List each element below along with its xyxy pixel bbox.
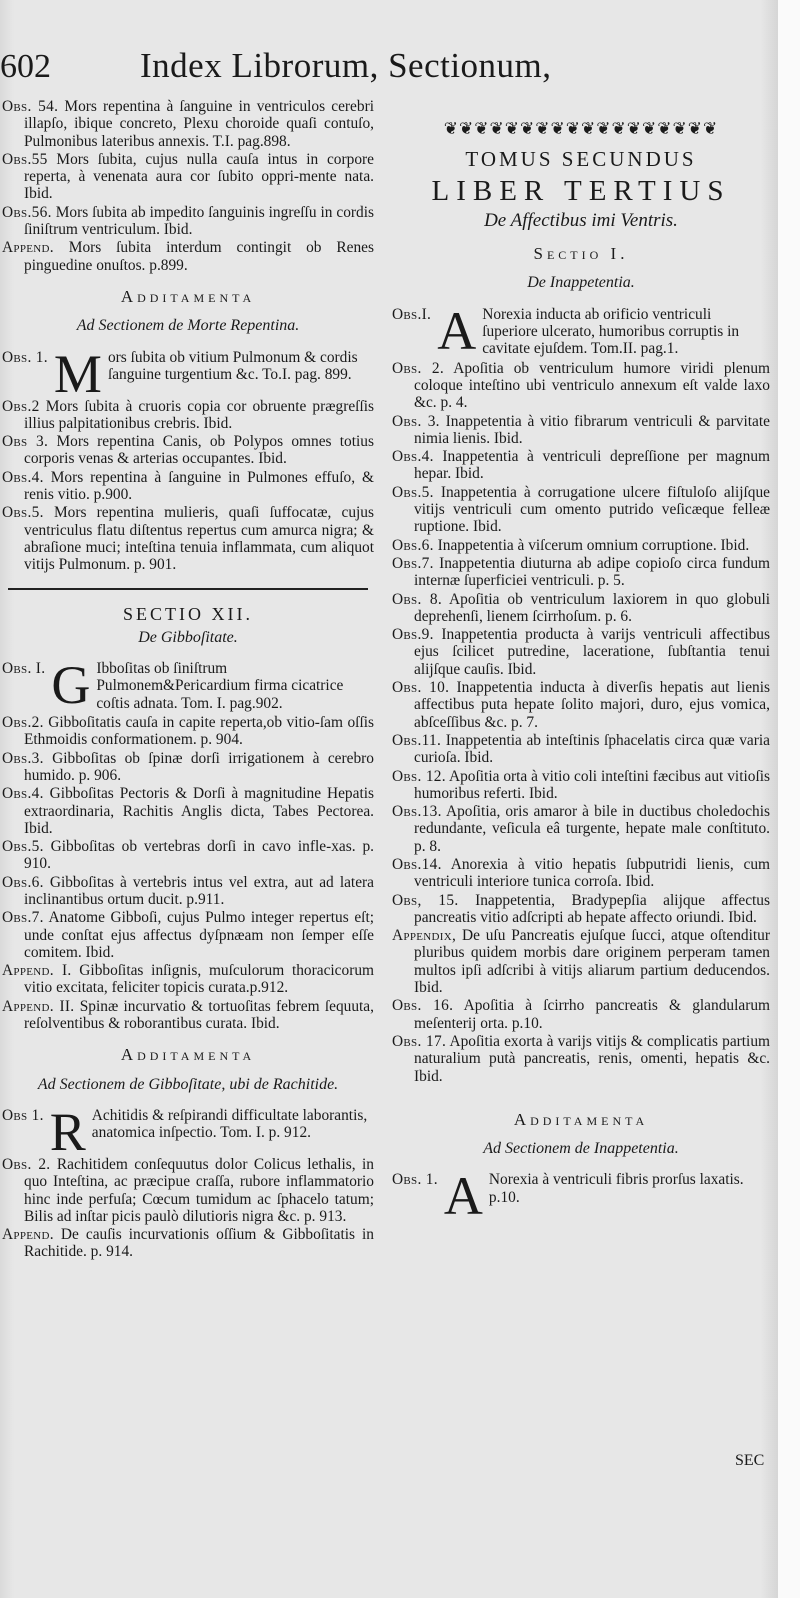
entry-label: Obs. 16. (392, 997, 454, 1015)
index-entry (392, 484, 770, 536)
entry-label: Obs 3. (2, 433, 49, 451)
entry-label: Obs 1. (2, 1106, 44, 1124)
left-top-entries (2, 98, 374, 274)
entry-text: Mors repentina à ſanguine in ventriculos cerebri illapſo, ibique concreto, Plexu choroide quaſi contuſo, Pulmonibus lateribus annexis. T.I. pag.898. (24, 98, 374, 150)
section-divider (8, 588, 368, 590)
section-subtitle: De Inappetentia. (527, 274, 635, 292)
index-entry (2, 874, 374, 909)
entry-label: Obs. 12. (392, 767, 446, 785)
index-entry (2, 239, 374, 274)
section-title: Sectio I. (533, 244, 629, 264)
index-entry (392, 360, 770, 412)
entry-label: Obs.11. (392, 731, 442, 749)
additamenta-entries (2, 1156, 374, 1261)
entry-text: Gibboſitas ob ſpinæ dorſi irrigationem à cerebro humido. p. 906. (24, 749, 374, 784)
entry-text: Spinæ incurvatio & tortuoſitas febrem ſequuta, reſolventibus & roborantibus curata. Ibid. (24, 997, 374, 1033)
index-entry (2, 433, 374, 468)
entry-text: Rachitidem conſequutus dolor Colicus lethalis, in quo Inteſtina, ac præcipue craſſa, rubore inflammatorio hinc inde perfuſa; Cœcum tumidum ac ſphacelo tatum; Bilis ad inſtar picis paulò dilutioris nigra &c. p. 913. (24, 1155, 374, 1225)
index-entry (392, 927, 770, 996)
entry-text: Mors ſubita ab impedito ſanguinis ingreſſu in cordis ſiniſtrum ventriculum. Ibid. (24, 203, 374, 239)
entry-label: Obs.9. (392, 626, 434, 644)
index-entry (392, 803, 770, 855)
page-number: 602 (0, 48, 51, 85)
index-entry (392, 892, 770, 927)
index-entry (2, 714, 374, 749)
index-entry (392, 732, 770, 767)
entry-label: Obs. 3. (392, 412, 440, 430)
entry-text: Inappetentia diuturna ab adipe copioſo circa fundum internæ ſuperficiei ventriculi. p. 5. (414, 554, 770, 590)
index-entry (392, 1033, 770, 1085)
additamenta-subtitle: Ad Sectionem de Gibboſitate, ubi de Rachitide. (37, 1075, 339, 1093)
entry-text: Achitidis & reſpirandi difficultate laborantis, anatomica inſpectio. Tom. I. p. 912. (91, 1106, 368, 1142)
entry-text: Anorexia à vitio hepatis ſubputridi lienis, cum ventriculi interiore tunica corroſa. Ibid. (414, 855, 771, 891)
additamenta-entries (2, 398, 374, 574)
entry-label: Obs. I. (2, 660, 46, 678)
entry-label: Obs.5. (2, 838, 44, 856)
entry-label: Obs.I. (392, 305, 432, 323)
entry-text: Ibboſitas ob ſiniſtrum Pulmonem&Pericardium firma cicatrice coſtis adnata. Tom. I. pag.902. (96, 660, 344, 712)
entry-text: Mors ſubita, cujus nulla cauſa intus in corpore reperta, à venenata aura cor ſubito oppri-mente nata. Ibid. (24, 150, 374, 203)
left-column (2, 98, 374, 1262)
dropcap-entry (2, 660, 374, 712)
entry-label: Obs. 8. (392, 590, 442, 608)
drop-capital: M (53, 348, 102, 396)
entry-text: De cauſis incurvationis oſſium & Gibboſitatis in Rachitide. p. 914. (24, 1226, 374, 1261)
drop-capital: G (51, 660, 91, 713)
entry-text: Apoſitia exorta à varijs vitijs & complicatis partium naturalium putà pancreatis, renis, omenti, hepatis &c. Ibid. (414, 1032, 770, 1085)
entry-label: Appendix, (392, 927, 457, 945)
entry-label: Obs. 2. (392, 359, 445, 377)
entry-text: Norexia à ventriculi fibris prorſus laxatis. p.10. (488, 1171, 744, 1206)
entry-text: Gibboſitatis cauſa in capite reperta,ob vitio-ſam oſſis Ethmoidis conformationem. p. 904. (24, 714, 374, 749)
index-entry (392, 448, 770, 483)
drop-capital: A (443, 1171, 483, 1219)
entry-label: Obs. 2. (2, 1155, 51, 1173)
entry-text: Mors ſubita interdum contingit ob Renes pinguedine onuſtos. p.899. (24, 239, 374, 274)
liber-heading: LIBER TERTIUS (431, 174, 731, 207)
index-entry (2, 750, 374, 785)
index-entry (392, 591, 770, 626)
entry-text: Gibboſitas inſignis, muſculorum thoracicorum vitio excitata, feliciter topicis curata.p.912. (24, 962, 374, 997)
additamenta-subtitle: Ad Sectionem de Inappetentia. (483, 1140, 679, 1158)
entry-label: Obs.13. (392, 803, 442, 821)
entry-text: Anatome Gibboſi, cujus Pulmo integer repertus eſt; unde conſtat ejus affectus dyſpnæam non ſemper eſſe comitem. Ibid. (24, 909, 374, 961)
index-entry (2, 469, 374, 504)
drop-capital: R (49, 1106, 86, 1154)
entry-label: Obs.5. (2, 504, 44, 522)
additamenta-subtitle: Ad Sectionem de Morte Repentina. (76, 317, 300, 335)
right-column (392, 120, 770, 1220)
dropcap-entry (392, 1171, 770, 1218)
entry-text: Inappetentia, Bradypepſia alijque affectus pancreatis vitio adſcripti ab hepate affecto oriundi. Ibid. (414, 891, 770, 926)
index-entry (392, 626, 770, 678)
entry-label: Obs.5. (392, 483, 434, 501)
entry-label: Append. (2, 1226, 54, 1244)
subject-heading: De Affectibus imi Ventris. (484, 209, 678, 231)
catchword: SEC (735, 1452, 765, 1469)
entry-label: Append. I. (2, 962, 72, 980)
entry-text: Inappetentia à corrugatione ulcere fiſtuloſo alijſque vitijs ventriculi cum omento putrido veſicæque felleæ ruptione. Ibid. (414, 483, 770, 536)
index-entry (392, 768, 770, 803)
entry-text: Inappetentia à vitio fibrarum ventriculi & parvitate nimia lienis. Ibid. (414, 412, 770, 447)
entry-label: Obs.6. (2, 873, 44, 891)
additamenta-heading: Additamenta (120, 286, 256, 306)
entry-label: Obs.4. (2, 785, 44, 803)
ornament-band: ❦❦❦❦❦❦❦❦❦❦❦❦❦❦❦❦❦❦ (443, 120, 719, 138)
entry-text: Mors repentina à ſanguine in Pulmones effuſo, & renis vitio. p.900. (24, 468, 374, 504)
index-entry (2, 962, 374, 997)
entry-label: Obs.7. (2, 909, 44, 927)
index-entry (392, 856, 770, 891)
section-subtitle: De Gibboſitate. (138, 628, 238, 646)
index-entry (2, 838, 374, 873)
entry-text: Gibboſitas Pectoris & Dorſi à magnitudine Hepatis extraordinaria, Rachitis Anglis dicta, Tabes Pectorea. Ibid. (24, 785, 374, 837)
index-entry (2, 98, 374, 150)
entry-text: Apoſitia à ſcirrho pancreatis & glandularum meſenterij orta. p.10. (414, 997, 770, 1032)
index-entry (2, 204, 374, 239)
entry-text: Gibboſitas ob vertebras dorſi in cavo infle-xas. p. 910. (24, 838, 374, 873)
entry-label: Obs.2 (2, 397, 40, 415)
drop-capital: A (437, 305, 477, 358)
index-entry (2, 1156, 374, 1225)
entry-label: Obs, 15. (392, 891, 459, 909)
entry-label: Obs.2. (2, 714, 44, 732)
entry-text: Apoſitia ob ventriculum laxiorem in quo globuli deprehenſi, lienem ſcirrhoſum. p. 6. (414, 590, 771, 625)
index-entry (392, 997, 770, 1032)
running-title: Index Librorum, Sectionum, (140, 46, 552, 85)
entry-label: Obs.55 (2, 150, 48, 168)
additamenta-heading: Additamenta (513, 1109, 649, 1129)
entry-text: Mors repentina mulieris, quaſi ſuffocatæ, cujus ventriculus flatu diſtentus repertus cum amurca nigra; & abraſione muci; inteſtina tenuia inflammata, cum aliquot vitijs Pulmonum. p. 901. (24, 504, 374, 574)
dropcap-entry (2, 349, 374, 396)
entry-text: ors ſubita ob vitium Pulmonum & cordis ſanguine turgentium &c. To.I. pag. 899. (107, 348, 358, 383)
entry-label: Obs.14. (392, 855, 442, 873)
entry-text: Inappetentia inducta à diverſis hepatis aut lienis affectibus puta hepate ſolito majori, duro, ejus vomica, abſceſſibus &c. p. 7. (414, 679, 770, 731)
index-entry (392, 679, 770, 731)
index-entry (392, 555, 770, 590)
entry-label: Obs.4. (2, 468, 44, 486)
entry-text: Norexia inducta ab orificio ventriculi ſuperiore ulcerato, humoribus corruptis in cavitate ejuſdem. Tom.II. pag.1. (482, 305, 740, 358)
entry-text: Inappetentia ab inteſtinis ſphacelatis circa quæ varia curioſa. Ibid. (414, 731, 770, 767)
index-entry (2, 151, 374, 203)
dropcap-entry (2, 1107, 374, 1154)
entry-text: Apoſitia, oris amaror à bile in ductibus choledochis redundante, veſicula eâ turgente, hepate male conſtituto. p. 8. (414, 803, 771, 855)
entry-label: Append. (2, 239, 54, 257)
section-title: SECTIO XII. (123, 603, 253, 624)
index-entry (2, 504, 374, 573)
entry-label: Obs. 17. (392, 1032, 447, 1050)
index-entry (2, 998, 374, 1033)
entry-label: Obs.4. (392, 448, 434, 466)
index-entry (392, 413, 770, 448)
entry-label: Obs.3. (2, 749, 44, 767)
entry-label: Obs. 10. (392, 679, 450, 697)
index-entry (2, 1226, 374, 1261)
index-entry (392, 537, 770, 554)
entry-text: Inappetentia à ventriculi depreſſione per magnum hepar. Ibid. (414, 448, 770, 483)
index-entry (2, 398, 374, 433)
entry-label: Obs. 54. (2, 98, 59, 115)
page-edge (778, 0, 800, 1598)
entry-text: Mors ſubita à cruoris copia cor obruente prægreſſis illius palpitationibus crebris. Ibid. (24, 397, 374, 432)
entry-text: Gibboſitas à vertebris intus vel extra, aut ad latera inclinantibus ortum ducit. p.911. (24, 873, 374, 908)
dropcap-entry (392, 306, 770, 358)
entry-label: Obs.56. (2, 203, 52, 221)
entry-label: Obs. 1. (392, 1171, 438, 1189)
entry-text: Mors repentina Canis, ob Polypos omnes totius corporis venas & arterias occupantes. Ibid. (24, 433, 374, 468)
entry-text: De uſu Pancreatis ejuſque ſucci, atque oſtenditur pluribus quidem morbis dare originem perperam tamen multos ipſi adſcribi à vitijs aliarum partium deducendos. Ibid. (414, 927, 770, 997)
section-entries (2, 714, 374, 1032)
entry-text: Apoſitia ob ventriculum humore viridi plenum coloque inteſtino ubi ventriculo annexum eſt valde laxo &c. p. 4. (414, 359, 771, 412)
tome-heading: TOMUS SECUNDUS (465, 147, 697, 172)
entry-text: Inappetentia producta à varijs ventriculi affectibus ejus ſcilicet putredine, laceratione, ſubſtantia tenui alijſque cauſis. Ibid. (414, 626, 770, 678)
index-entry (2, 909, 374, 961)
entry-label: Obs. 1. (2, 348, 48, 366)
additamenta-heading: Additamenta (120, 1045, 256, 1065)
index-entry (2, 785, 374, 837)
entry-text: Apoſitia orta à vitio coli inteſtini fæcibus aut vitioſis humoribus referti. Ibid. (414, 767, 770, 802)
entry-label: Obs.6. (392, 536, 434, 554)
entry-text: Inappetentia à viſcerum omnium corruptione. Ibid. (437, 536, 750, 554)
entry-label: Append. II. (2, 997, 75, 1015)
entry-label: Obs.7. (392, 554, 434, 572)
section-entries (392, 360, 770, 1085)
